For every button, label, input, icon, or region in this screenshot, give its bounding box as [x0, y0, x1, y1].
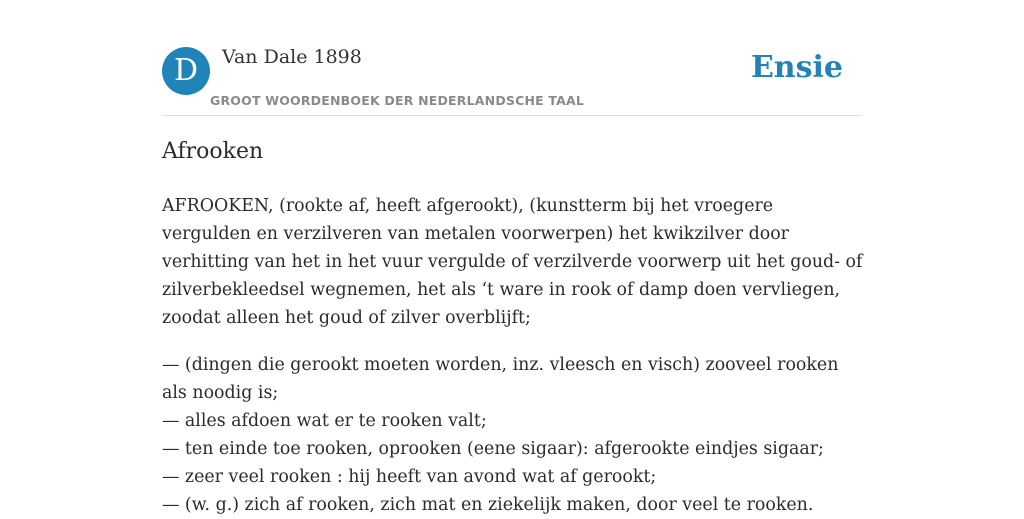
sense-line: — (dingen die gerookt moeten worden, inz. vleesch en visch) zooveel rooken als noodig is;	[162, 355, 839, 403]
entry-content	[162, 192, 864, 519]
sense-line: — zeer veel rooken : hij heeft van avond wat af gerookt;	[162, 467, 657, 487]
dictionary-avatar[interactable]: D	[162, 47, 210, 95]
ensie-logo[interactable]: Ensie	[750, 50, 843, 85]
dictionary-title[interactable]: Van Dale 1898	[222, 46, 362, 68]
entry-definition: AFROOKEN, (rookte af, heeft afgerookt), (kunstterm bij het vroegere vergulden en verzilveren van metalen voorwerpen) het kwikzilver door verhitting van het in het vuur vergulde of verzilverde voorwerp uit het goud- of zilverbekleedsel wegnemen, het als ‘t ware in rook of damp doen vervliegen, zoodat alleen het goud of zilver overblijft;	[162, 196, 863, 328]
entry-senses	[162, 351, 864, 519]
entry-headword: Afrooken	[162, 139, 264, 164]
site-header	[162, 44, 862, 116]
sense-line: — alles afdoen wat er te rooken valt;	[162, 411, 487, 431]
sense-line: — (w. g.) zich af rooken, zich mat en ziekelijk maken, door veel te rooken.	[162, 495, 814, 515]
sense-line: — ten einde toe rooken, oprooken (eene sigaar): afgerookte eindjes sigaar;	[162, 439, 824, 459]
dictionary-subtitle: GROOT WOORDENBOEK DER NEDERLANDSCHE TAAL	[210, 93, 585, 108]
